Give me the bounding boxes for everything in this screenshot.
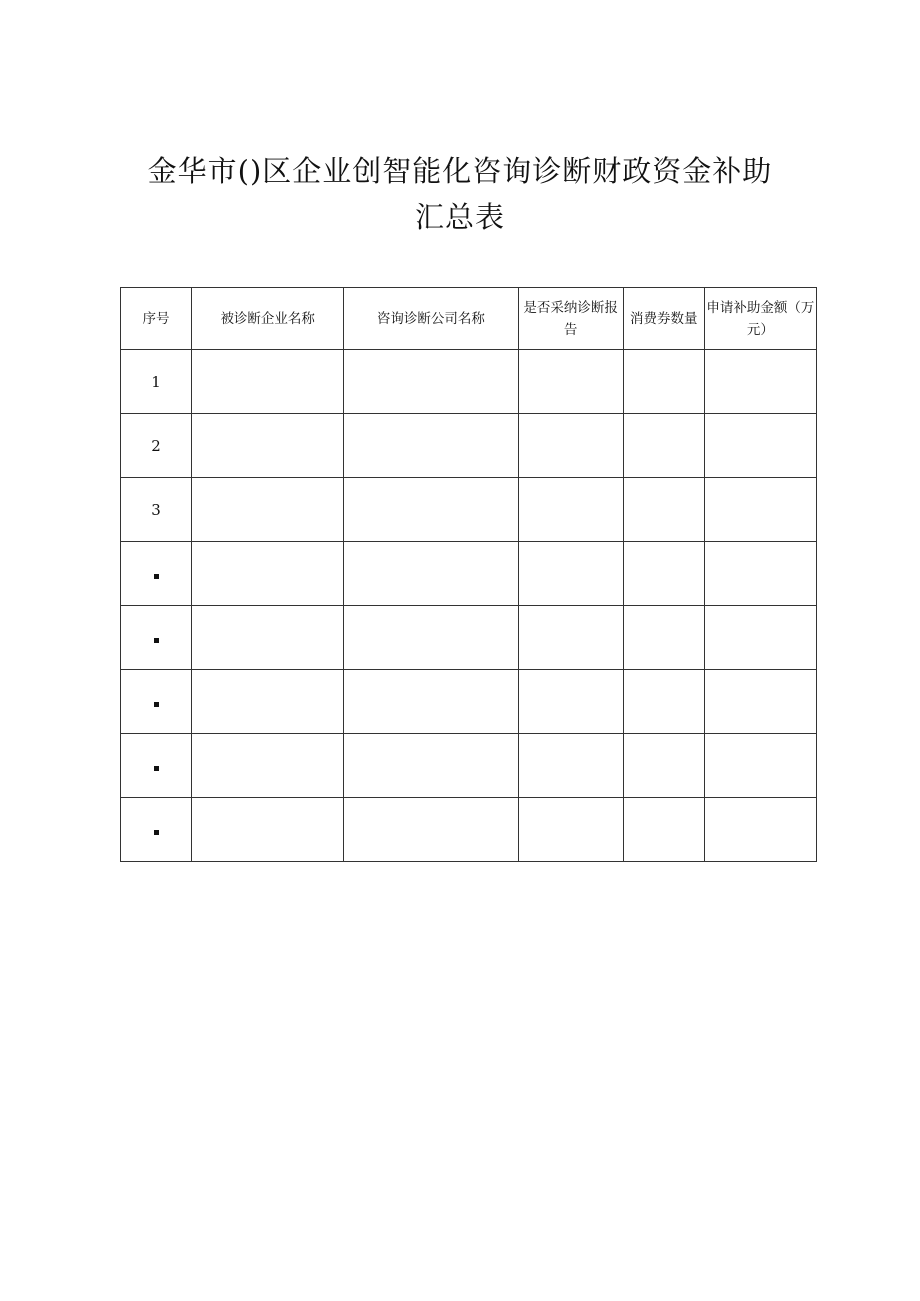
bullet-mark bbox=[154, 766, 159, 771]
header-subsidy-amount: 申请补助金额（万元） bbox=[704, 288, 816, 350]
table-row bbox=[121, 542, 817, 606]
cell-adopt-report bbox=[518, 542, 623, 606]
cell-subsidy-amount bbox=[704, 798, 816, 862]
cell-voucher-count bbox=[623, 414, 704, 478]
header-adopt-report: 是否采纳诊断报告 bbox=[518, 288, 623, 350]
cell-seq bbox=[121, 542, 192, 606]
table-row bbox=[121, 798, 817, 862]
cell-enterprise-name bbox=[192, 414, 344, 478]
cell-voucher-count bbox=[623, 798, 704, 862]
table-header-row bbox=[121, 288, 817, 350]
cell-enterprise-name bbox=[192, 478, 344, 542]
cell-subsidy-amount bbox=[704, 670, 816, 734]
cell-subsidy-amount bbox=[704, 350, 816, 414]
cell-consultant-name bbox=[344, 350, 518, 414]
cell-seq: 1 bbox=[121, 350, 192, 414]
header-consultant-name: 咨询诊断公司名称 bbox=[344, 288, 518, 350]
bullet-mark bbox=[154, 830, 159, 835]
table-row bbox=[121, 478, 817, 542]
cell-voucher-count bbox=[623, 350, 704, 414]
cell-consultant-name bbox=[344, 414, 518, 478]
cell-voucher-count bbox=[623, 734, 704, 798]
cell-consultant-name bbox=[344, 798, 518, 862]
header-seq: 序号 bbox=[121, 288, 192, 350]
cell-adopt-report bbox=[518, 606, 623, 670]
cell-enterprise-name bbox=[192, 542, 344, 606]
cell-seq bbox=[121, 734, 192, 798]
cell-subsidy-amount bbox=[704, 734, 816, 798]
cell-subsidy-amount bbox=[704, 606, 816, 670]
cell-voucher-count bbox=[623, 670, 704, 734]
cell-enterprise-name bbox=[192, 606, 344, 670]
cell-adopt-report bbox=[518, 414, 623, 478]
table-row bbox=[121, 670, 817, 734]
cell-adopt-report bbox=[518, 798, 623, 862]
bullet-mark bbox=[154, 702, 159, 707]
cell-enterprise-name bbox=[192, 798, 344, 862]
cell-consultant-name bbox=[344, 478, 518, 542]
page-title: 金华市()区企业创智能化咨询诊断财政资金补助 bbox=[147, 154, 773, 188]
cell-seq bbox=[121, 670, 192, 734]
table-row bbox=[121, 734, 817, 798]
cell-seq: 2 bbox=[121, 414, 192, 478]
cell-enterprise-name bbox=[192, 734, 344, 798]
page-title-continued: 汇总表 bbox=[414, 200, 505, 234]
cell-consultant-name bbox=[344, 542, 518, 606]
cell-adopt-report bbox=[518, 478, 623, 542]
summary-table bbox=[120, 287, 817, 862]
table-row bbox=[121, 350, 817, 414]
cell-adopt-report bbox=[518, 670, 623, 734]
header-voucher-count: 消费券数量 bbox=[623, 288, 704, 350]
cell-adopt-report bbox=[518, 350, 623, 414]
cell-subsidy-amount bbox=[704, 414, 816, 478]
bullet-mark bbox=[154, 574, 159, 579]
cell-consultant-name bbox=[344, 670, 518, 734]
cell-adopt-report bbox=[518, 734, 623, 798]
cell-voucher-count bbox=[623, 542, 704, 606]
bullet-mark bbox=[154, 638, 159, 643]
cell-consultant-name bbox=[344, 734, 518, 798]
cell-consultant-name bbox=[344, 606, 518, 670]
table-row bbox=[121, 606, 817, 670]
cell-enterprise-name bbox=[192, 350, 344, 414]
cell-subsidy-amount bbox=[704, 478, 816, 542]
cell-seq bbox=[121, 606, 192, 670]
cell-seq: 3 bbox=[121, 478, 192, 542]
cell-voucher-count bbox=[623, 478, 704, 542]
cell-voucher-count bbox=[623, 606, 704, 670]
cell-enterprise-name bbox=[192, 670, 344, 734]
cell-subsidy-amount bbox=[704, 542, 816, 606]
cell-seq bbox=[121, 798, 192, 862]
header-enterprise-name: 被诊断企业名称 bbox=[192, 288, 344, 350]
table-body bbox=[121, 350, 817, 862]
table-row bbox=[121, 414, 817, 478]
